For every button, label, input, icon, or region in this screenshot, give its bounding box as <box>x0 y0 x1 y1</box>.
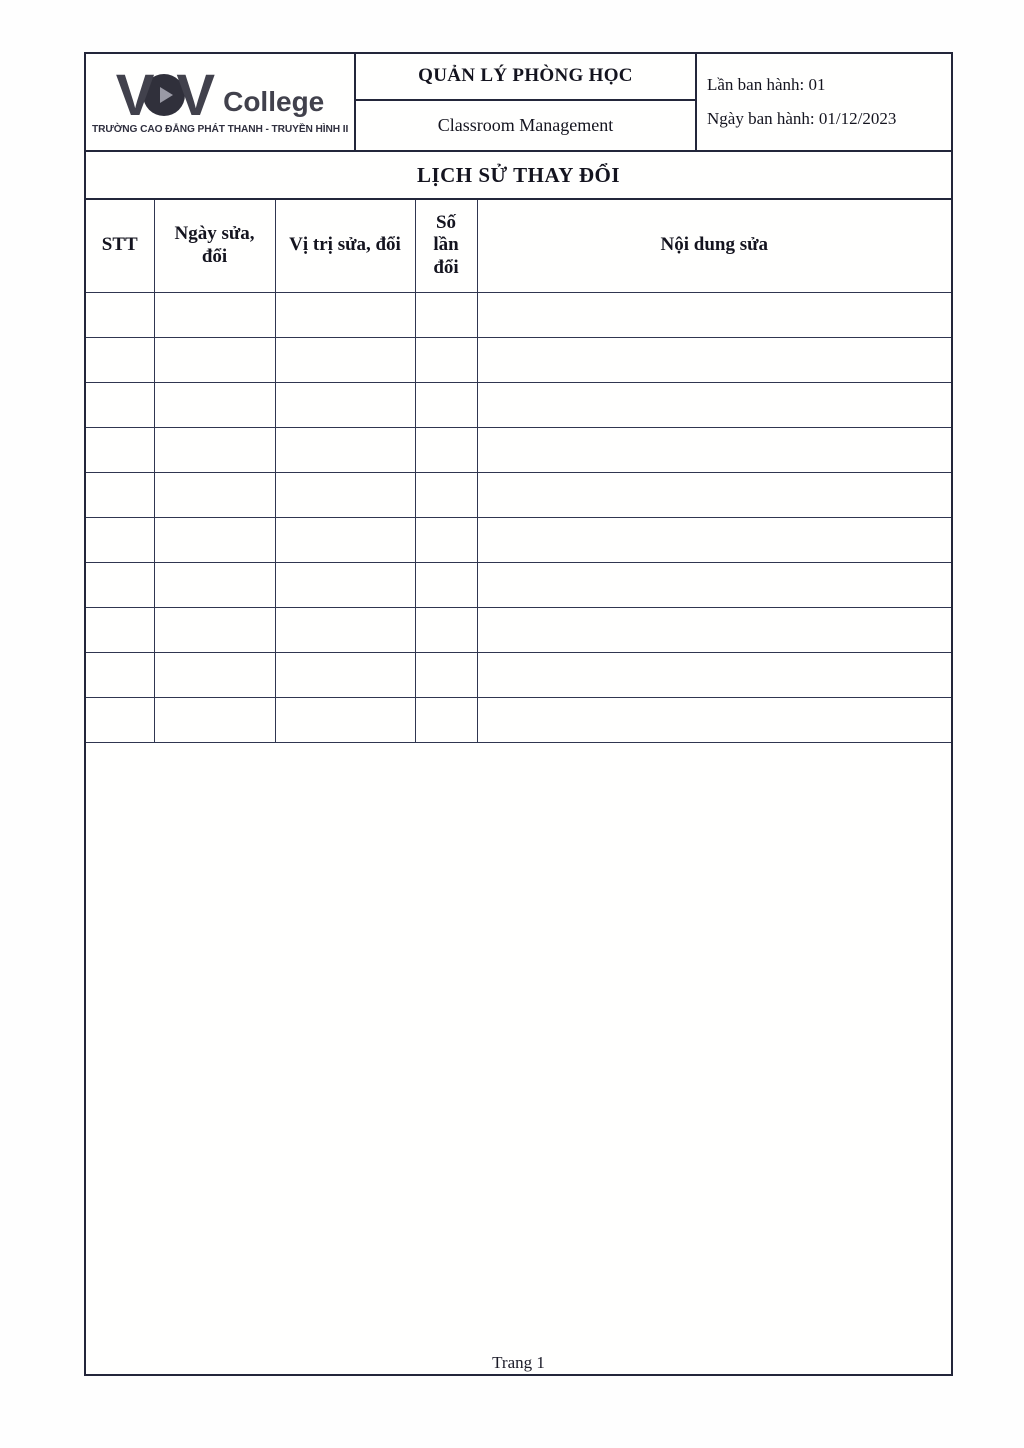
column-header-ngay-sua-doi: Ngày sửa, đổi <box>154 200 275 292</box>
table-cell <box>415 517 477 562</box>
document-title-cell <box>356 54 697 150</box>
table-cell <box>477 427 951 472</box>
column-header-vi-tri-sua-doi: Vị trị sửa, đổi <box>275 200 415 292</box>
table-cell <box>275 607 415 652</box>
logo-cell <box>86 54 356 150</box>
table-cell <box>275 472 415 517</box>
column-header-noi-dung-sua: Nội dung sửa <box>477 200 951 292</box>
table-cell <box>86 517 154 562</box>
table-cell <box>477 337 951 382</box>
table-cell <box>86 562 154 607</box>
table-cell <box>86 607 154 652</box>
table-cell <box>275 697 415 742</box>
table-row <box>86 697 951 742</box>
table-header-row <box>86 200 951 292</box>
document-title-vi: QUẢN LÝ PHÒNG HỌC <box>356 54 695 101</box>
table-cell <box>477 562 951 607</box>
table-cell <box>415 472 477 517</box>
logo-letter-v: V <box>176 62 214 128</box>
column-header-so-lan-doi: Số lần đổi <box>415 200 477 292</box>
table-cell <box>86 652 154 697</box>
table-cell <box>86 337 154 382</box>
table-cell <box>477 607 951 652</box>
table-cell <box>86 427 154 472</box>
table-cell <box>275 427 415 472</box>
table-cell <box>275 292 415 337</box>
column-header-stt: STT <box>86 200 154 292</box>
document-header <box>86 54 951 152</box>
table-row <box>86 652 951 697</box>
table-cell <box>154 427 275 472</box>
table-header <box>86 200 951 292</box>
table-cell <box>415 652 477 697</box>
table-cell <box>275 517 415 562</box>
table-cell <box>154 472 275 517</box>
table-cell <box>275 382 415 427</box>
table-cell <box>154 562 275 607</box>
table-cell <box>154 337 275 382</box>
table-cell <box>415 427 477 472</box>
table-cell <box>154 517 275 562</box>
table-cell <box>477 292 951 337</box>
table-cell <box>477 697 951 742</box>
table-cell <box>477 382 951 427</box>
table-cell <box>154 652 275 697</box>
issue-info-cell <box>697 54 951 150</box>
table-row <box>86 292 951 337</box>
table-row <box>86 607 951 652</box>
table-cell <box>86 382 154 427</box>
table-row <box>86 472 951 517</box>
blank-page-area <box>86 743 951 1375</box>
table-cell <box>154 607 275 652</box>
table-cell <box>415 292 477 337</box>
table-row <box>86 562 951 607</box>
table-cell <box>477 472 951 517</box>
section-title: LỊCH SỬ THAY ĐỔI <box>86 152 951 200</box>
table-cell <box>415 562 477 607</box>
table-cell <box>154 697 275 742</box>
table-cell <box>415 382 477 427</box>
table-body <box>86 292 951 742</box>
vov-college-logo <box>115 62 325 128</box>
change-history-table <box>86 200 951 743</box>
table-cell <box>477 517 951 562</box>
play-triangle-icon <box>160 87 173 103</box>
table-cell <box>415 697 477 742</box>
table-cell <box>86 292 154 337</box>
issue-date: Ngày ban hành: 01/12/2023 <box>707 109 897 128</box>
table-cell <box>275 337 415 382</box>
table-row <box>86 337 951 382</box>
issue-number: Lần ban hành: 01 <box>707 75 826 94</box>
table-cell <box>275 652 415 697</box>
logo-tagline: TRƯỜNG CAO ĐẲNG PHÁT THANH - TRUYỀN HÌNH II <box>91 123 349 136</box>
table-cell <box>415 337 477 382</box>
table-row <box>86 517 951 562</box>
table-cell <box>86 472 154 517</box>
table-cell <box>477 652 951 697</box>
table-cell <box>415 607 477 652</box>
document-border <box>84 52 953 1376</box>
table-row <box>86 382 951 427</box>
table-cell <box>154 292 275 337</box>
table-cell <box>86 697 154 742</box>
page-number: Trang 1 <box>492 1353 545 1372</box>
document-title-en: Classroom Management <box>437 114 614 135</box>
logo-college-text: College <box>223 86 325 118</box>
table-cell <box>154 382 275 427</box>
table-cell <box>275 562 415 607</box>
logo-letter-v: V <box>115 62 153 128</box>
table-row <box>86 427 951 472</box>
